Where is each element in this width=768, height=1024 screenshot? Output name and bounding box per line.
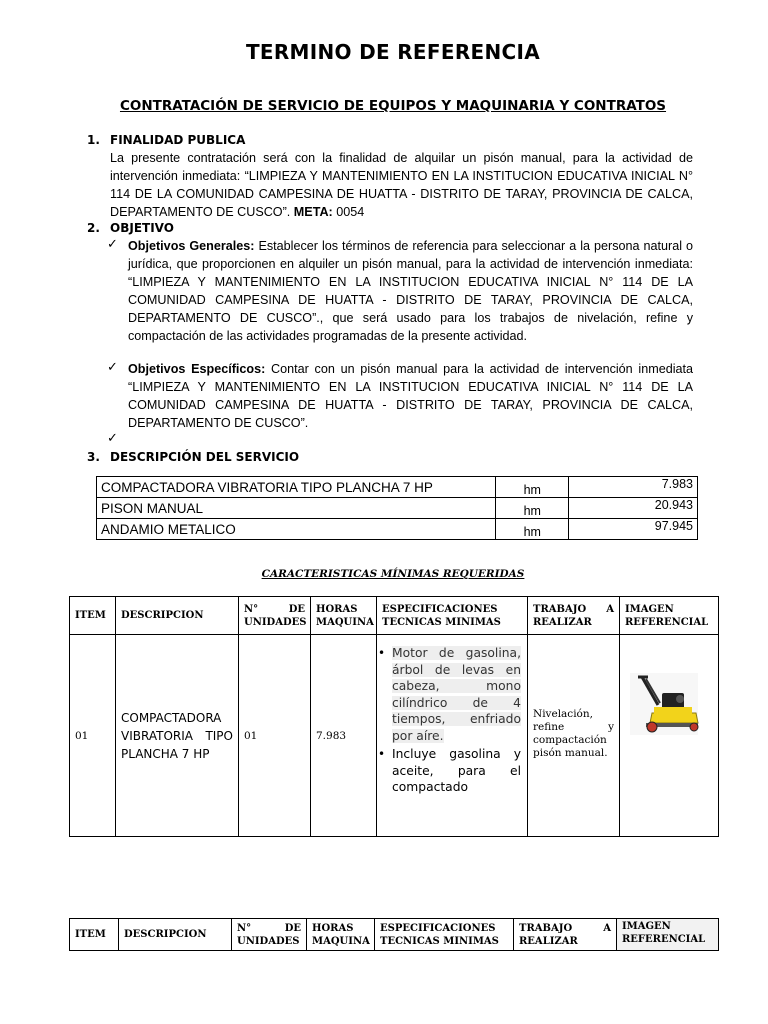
header-unidades-b: DE	[288, 603, 305, 615]
header-trabajo-a: TRABAJO	[533, 603, 587, 615]
header-trabajo-b: A	[606, 603, 614, 615]
list-item	[380, 746, 521, 796]
row-horas: 7.983	[311, 635, 377, 837]
service-unit: hm	[496, 477, 569, 498]
header-imagen-b: REFERENCIAL	[625, 616, 709, 628]
plate-compactor-image	[624, 669, 704, 739]
table-header-row	[70, 919, 719, 951]
list-item	[380, 645, 521, 744]
characteristics-table	[69, 596, 719, 837]
header-horas-b: MAQUINA	[316, 616, 374, 628]
specific-objectives-text: Contar con un pisón manual para la actividad de intervención inmediata “LIMPIEZA Y MANTENIMIENTO EN LA INSTITUCION EDUCATIVA INICIAL N° 114 DE LA COMUNIDAD CAMPESINA DE HUATTA - DISTRITO DE TARAY, PROVINCIA DE CALCA, DEPARTAMENTO DE CUSCO”.	[128, 362, 694, 430]
table-row	[97, 498, 698, 519]
header-unidades-a: N°	[237, 922, 252, 934]
header-unidades-c: UNIDADES	[244, 616, 307, 628]
row-trabajo-text: Nivelación, refine y compactación pisón manual.	[533, 707, 614, 759]
header-trabajo	[514, 919, 617, 951]
service-item: ANDAMIO METALICO	[97, 519, 496, 540]
page-title: TERMINO DE REFERENCIA	[245, 40, 541, 64]
service-item: PISON MANUAL	[97, 498, 496, 519]
header-horas-b: MAQUINA	[312, 935, 370, 947]
header-unidades	[232, 919, 307, 951]
section-1-text	[110, 149, 693, 221]
header-spec-a: ESPECIFICACIONES	[380, 922, 496, 934]
table-row	[97, 477, 698, 498]
general-objectives-label: Objetivos Generales:	[128, 239, 255, 253]
service-value: 97.945	[569, 519, 698, 540]
general-objectives	[128, 237, 693, 345]
header-imagen-a: IMAGEN	[622, 921, 671, 932]
header-especificaciones	[377, 597, 528, 635]
header-horas-a: HORAS	[312, 922, 354, 934]
section-2-title: OBJETIVO	[110, 221, 174, 235]
section-3-number: 3.	[87, 450, 100, 464]
specific-objectives	[128, 360, 693, 432]
service-item: COMPACTADORA VIBRATORIA TIPO PLANCHA 7 HP	[97, 477, 496, 498]
spec-text-2: Incluye gasolina y aceite, para el compactado	[392, 747, 521, 794]
header-unidades-c: UNIDADES	[237, 935, 300, 947]
header-unidades-a: N°	[244, 603, 259, 615]
table-row	[97, 519, 698, 540]
header-especificaciones	[375, 919, 514, 951]
header-horas	[311, 597, 377, 635]
meta-value: 0054	[332, 205, 365, 219]
page-subtitle: CONTRATACIÓN DE SERVICIO DE EQUIPOS Y MAQUINARIA Y CONTRATOS	[119, 98, 667, 114]
section-1-number: 1.	[87, 133, 100, 147]
bullet-icon: •	[378, 747, 386, 761]
header-unidades-b: DE	[284, 922, 301, 934]
header-descripcion: DESCRIPCION	[116, 597, 239, 635]
header-trabajo-a: TRABAJO	[519, 922, 573, 934]
header-unidades	[239, 597, 311, 635]
header-spec-b: TECNICAS MINIMAS	[380, 935, 499, 947]
header-horas-a: HORAS	[316, 603, 358, 615]
header-trabajo-c: REALIZAR	[519, 935, 578, 947]
check-icon: ✓	[107, 237, 118, 252]
header-spec-a: ESPECIFICACIONES	[382, 603, 498, 615]
section-3-title: DESCRIPCIÓN DEL SERVICIO	[110, 450, 300, 464]
table-header-row	[70, 597, 719, 635]
service-value: 7.983	[569, 477, 698, 498]
header-imagen	[617, 919, 719, 951]
service-unit: hm	[496, 519, 569, 540]
bullet-icon: •	[378, 646, 386, 660]
characteristics-caption: CARACTERISTICAS MÍNIMAS REQUERIDAS	[261, 568, 525, 580]
row-unidades: 01	[239, 635, 311, 837]
service-value: 20.943	[569, 498, 698, 519]
row-item: 01	[70, 635, 116, 837]
section-1-body: La presente contratación será con la finalidad de alquilar un pisón manual, para la actividad de intervención inmediata: “LIMPIEZA Y MANTENIMIENTO EN LA INSTITUCION EDUCATIVA INICIAL N° 114 DE LA COMUNIDAD CAMPESINA DE HUATTA - DISTRITO DE TARAY, PROVINCIA DE CALCA, DEPARTAMENTO DE CUSCO”.	[110, 151, 693, 219]
header-imagen-a: IMAGEN	[625, 603, 674, 615]
header-trabajo-b: A	[603, 922, 611, 934]
row-trabajo	[528, 635, 620, 837]
header-item: ITEM	[70, 919, 119, 951]
header-trabajo	[528, 597, 620, 635]
specific-objectives-label: Objetivos Específicos:	[128, 362, 266, 376]
characteristics-table-continued	[69, 918, 719, 951]
header-imagen-b: REFERENCIAL	[622, 934, 706, 945]
row-descripcion: COMPACTADORA VIBRATORIA TIPO PLANCHA 7 HP	[116, 635, 239, 837]
header-trabajo-c: REALIZAR	[533, 616, 592, 628]
section-2-number: 2.	[87, 221, 100, 235]
check-icon: ✓	[107, 360, 118, 375]
service-unit: hm	[496, 498, 569, 519]
spec-list	[378, 645, 521, 796]
header-horas	[307, 919, 375, 951]
row-especificaciones	[377, 635, 528, 837]
header-spec-b: TECNICAS MINIMAS	[382, 616, 501, 628]
check-icon: ✓	[107, 431, 118, 446]
header-descripcion: DESCRIPCION	[119, 919, 232, 951]
header-imagen	[620, 597, 719, 635]
header-item: ITEM	[70, 597, 116, 635]
row-imagen	[620, 635, 719, 837]
spec-text-1: Motor de gasolina, árbol de levas en cabeza, mono cilíndrico de 4 tiempos, enfriado por aíre.	[392, 646, 521, 743]
meta-label: META:	[293, 205, 333, 219]
service-table	[96, 476, 698, 540]
table-row	[70, 635, 719, 837]
general-objectives-text: Establecer los términos de referencia para seleccionar a la persona natural o jurídica, que proporcionen en alquiler un pisón manual, para la actividad de intervención inmediata: “LIMPIEZA Y MANTENIMIENTO EN LA INSTITUCION EDUCATIVA INICIAL N° 114 DE LA COMUNIDAD CAMPESINA DE HUATTA - DISTRITO DE TARAY, PROVINCIA DE CALCA, DEPARTAMENTO DE CUSCO”., que será usado para los trabajos de nivelación, refine y compactación de las actividades programadas de la presente actividad.	[128, 239, 693, 343]
section-1-title: FINALIDAD PUBLICA	[110, 133, 246, 147]
